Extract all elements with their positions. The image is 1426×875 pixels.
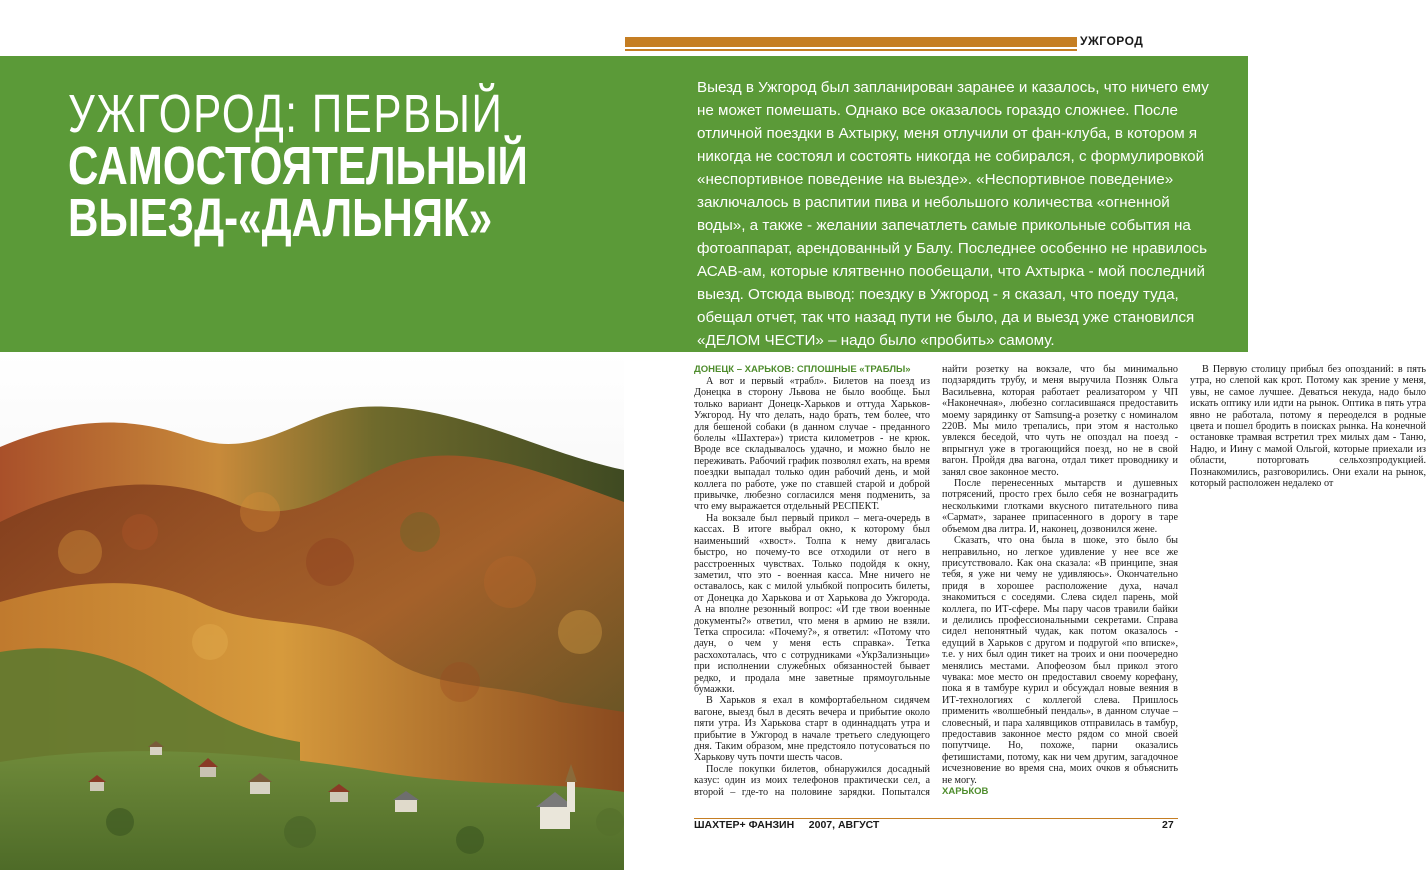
paragraph: А вот и первый «трабл». Билетов на поезд из Донецка в сторону Львова не было вообще. Был только вариант Донецк-Харьков и оттуда Харьков-Ужгород. Ну что делать, надо брать, тем более, что для бешеной собаки (в данном случае - преданного болелы «Шахтера») триста километров - не крюк. Вроде все складывалось удачно, и можно было не переживать. Рабочий график позволял ехать, на время поездки выпадал только один рабочий день, и мой коллега по работе, уже по ставшей старой и доброй привычке, любезно согласился меня подменить, за что ему выражается отдельный РЕСПЕКТ. [694,376,930,513]
article-body [694,364,1426,808]
intro-paragraph: Выезд в Ужгород был запланирован заранее и казалось, что ничего ему не может помешать. Однако все оказалось гораздо сложнее. После отличной поездки в Ахтырку, меня отлучили от фан-клуба, в котором я никогда не состоял и состоять никогда не собирался, с формулировкой «неспортивное поведение на выезде». «Неспортивное поведение» заключалось в распитии пива и небольшого количества «огненной воды», а также - желании запечатлеть самые прикольные события на фотоаппарат, арендованный у Балу. Последнее особенно не нравилось АСАВ-ам, которые клятвенно пообещали, что Ахтырка - мой последний выезд. Отсюда вывод: поездку в Ужгород - я сказал, что поеду туда, обещал отчет, так что назад пути не было, да и выезд уже становился «ДЕЛОМ ЧЕСТИ» – надо было «пробить» самому. [697,79,1209,349]
headline-line-3: ВЫЕЗД-«ДАЛЬНЯК» [68,188,493,248]
headline-line-1: УЖГОРОД: ПЕРВЫЙ [68,84,504,144]
paragraph: Сказать, что она была в шоке, это было бы неправильно, но легкое удивление у нее все же присутствовало. Как она сказала: «В принципе, зная тебя, я уже ни чему не удивляюсь». Окончательно придя в хорошее расположение духа, начал знакомиться с соседями. Слева сидел парень, мой коллега, по ИТ-сфере. Мы пару часов травили байки и делились профессиональными секретами. Справа сидел непонятный чудак, как потом оказалось - едущий в Харьков с другом и подругой «по вписке», т.е. у них был один тикет на троих и они поочередно менялись местами. Апофеозом был прикол этого чувака: мое место он предоставил своему корефану, пока я в тамбуре курил и обсуждал новые веяния в ИТ-технологиях с коллегой слева. Пришлось применить «волшебный пендаль», в данном случае – словесный, и пара халявщиков отправилась в тамбур, предоставив законное место рядом со мной своей попутчице. Но, похоже, парни оказались фетишистами, потому, как ни чем другим, загадочное исчезновение во время сна, моих очков я объяснить не могу. [942,535,1178,786]
section-label: УЖГОРОД [1080,34,1144,48]
footer-brand: ШАХТЕР+ ФАНЗИН 2007, АВГУСТ [694,819,880,831]
page-number: 27 [1162,819,1174,831]
subheading-kharkov: ХАРЬКОВ [942,786,989,798]
landscape-photo [0,352,624,870]
headline-line-2: САМОСТОЯТЕЛЬНЫЙ [68,136,528,196]
section-bar-underline [625,49,1077,51]
paragraph: В Харьков я ехал в комфортабельном сидячем вагоне, выезд был в десять вечера и прибытие около пяти утра. Из Харькова старт в одиннадцать утра и прибытие в Ужгород в начале третьего следующего дня. Таким образом, мне предстояло потусоваться по Харькову чуть почти шесть часов. [694,695,930,764]
autumn-mountain-village-photo [0,352,624,870]
paragraph: В Первую столицу прибыл без опозданий: в пять утра, но слепой как крот. Потому как зрение у меня, увы, не самое лучшее. Деваться некуда, надо было искать оптику или идти на рынок. Оптика в пять утра явно не работала, потому я переоделся в родные цвета и пошел бродить в поисках рынка. На конечной остановке трамвая встретил трех милых дам - Таню, Надю, и Иину с мамой Ольгой, которые приехали из области, поторговать сельхозпродукцией. Познакомились, разговорились. Они ехали на рынок, который расположен недалеко от [1190,364,1426,490]
paragraph: После покупки билетов, обнаружился досадный казус: один из моих телефонов практически сел, а второй – где-то на половине зарядки. Попытался найти розетку на вокзале, что бы минимально подзарядить трубу, и меня выручила Позняк Ольга Васильевна, которая работает реализатором у ЧП «Наконечная», любезно согласившаяся предоставить моему зарядинку от Samsung-а розетку с номиналом 220В. Мы мило трепались, при этом я настолько увлекся беседой, что чуть не опоздал на поезд - впрыгнул уже в трогающийся поезд, но не в свой вагон. Пройдя два вагона, отдал тикет проводнику и занял свое законное место. [694,364,1178,798]
top-margin [0,0,1248,56]
article-headline [68,84,528,248]
paragraph: На вокзале был первый прикол – мега-очередь в кассах. В итоге выбрал окно, к которому был наименьший «хвост». Толпа к нему двигалась быстро, но почему-то все отходили от него в расстроенных чувствах. Только подойдя к окну, заметил, что это - военная касса. Мне ничего не оставалось, как с милой улыбкой попросить билеты, от Донецка до Харькова и от Харькова до Ужгорода. А на вполне резонный вопрос: «И где твои военные документы?» ответил, что меня в армию не взяли. Тетка спросила: «Почему?», я ответил: «Потому что даун, о чем у меня есть справка». Тетка расхохоталась, что с сотрудниками «УкрЗализныци» при исполнении служебных обязанностей бывает редко, и продала мне заветные прямоугольные бумажки. [694,512,930,695]
paragraph: После перенесенных мытарств и душевных потрясений, просто грех было себя не вознаградить несколькими глотками вкусного питательного пива «Сармат», заранее припасенного в дорогу в таре объемом два литра. И, наконец, дозвонился жене. [942,478,1178,535]
subheading-donetsk-kharkov: ДОНЕЦК – ХАРЬКОВ: СПЛОШНЫЕ «ТРАБЛЫ» [694,364,911,375]
section-bar [625,37,1077,47]
